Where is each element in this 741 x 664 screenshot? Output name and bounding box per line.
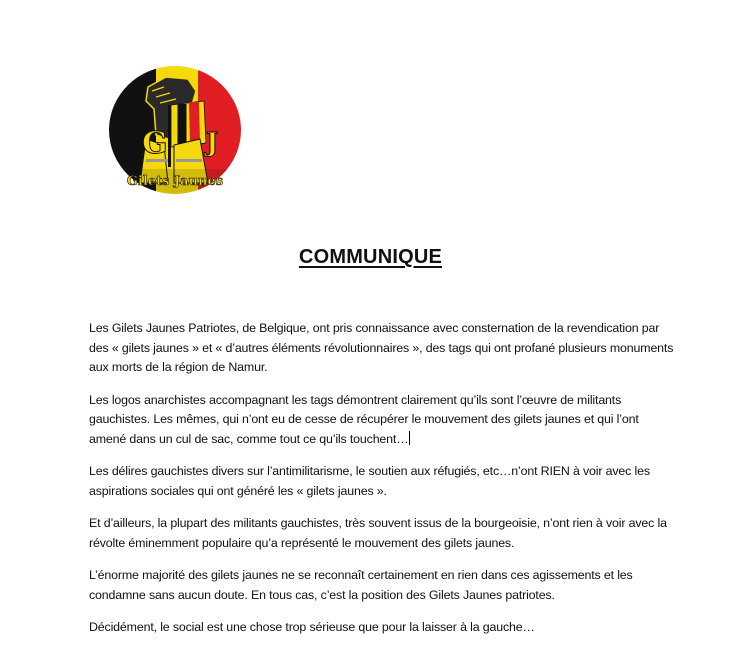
paragraph-2 (89, 391, 674, 450)
paragraph-2-text: Les logos anarchistes accompagnant les tags démontrent clairement qu’ils sont l’œuvre de militants gauchistes. Les mêmes, qui n’ont eu de cesse de récupérer le mouvement des gilets jaunes et qui l’ont amené dans un cul de sac, comme tout ce qu’ils touchent… (89, 392, 639, 446)
page-title: COMMUNIQUE (298, 246, 443, 268)
gilets-jaunes-logo (108, 65, 242, 195)
paragraph-3: Les délires gauchistes divers sur l’antimilitarisme, le soutien aux réfugiés, etc…n’ont RIEN à voir avec les aspirations sociales qui ont généré les « gilets jaunes ». (89, 464, 650, 498)
fist-flag-emblem-icon (108, 65, 242, 195)
paragraph-6: Décidément, le social est une chose trop sérieuse que pour la laisser à la gauche… (89, 620, 535, 634)
paragraph-4: Et d’ailleurs, la plupart des militants gauchistes, très souvent issus de la bourgeoisie, n’ont rien à voir avec la révolte éminemment populaire qu’a représenté le mouvement des gilets jaunes. (89, 516, 667, 550)
paragraph-1: Les Gilets Jaunes Patriotes, de Belgique, ont pris connaissance avec consternation de la revendication par des « gilets jaunes » et « d’autres éléments révolutionnaires », des tags qui ont profané plusieurs monuments aux morts de la région de Namur. (89, 321, 674, 374)
logo-letter-j: J (206, 128, 219, 158)
logo-caption: Gilets Jaunes (126, 174, 224, 189)
document-body (89, 319, 674, 651)
logo-letter-g: G (142, 126, 168, 161)
text-cursor (409, 431, 410, 445)
paragraph-5: L’énorme majorité des gilets jaunes ne se reconnaît certainement en rien dans ces agissements et les condamne sans aucun doute. En tous cas, c’est la position des Gilets Jaunes patriotes. (89, 568, 633, 602)
